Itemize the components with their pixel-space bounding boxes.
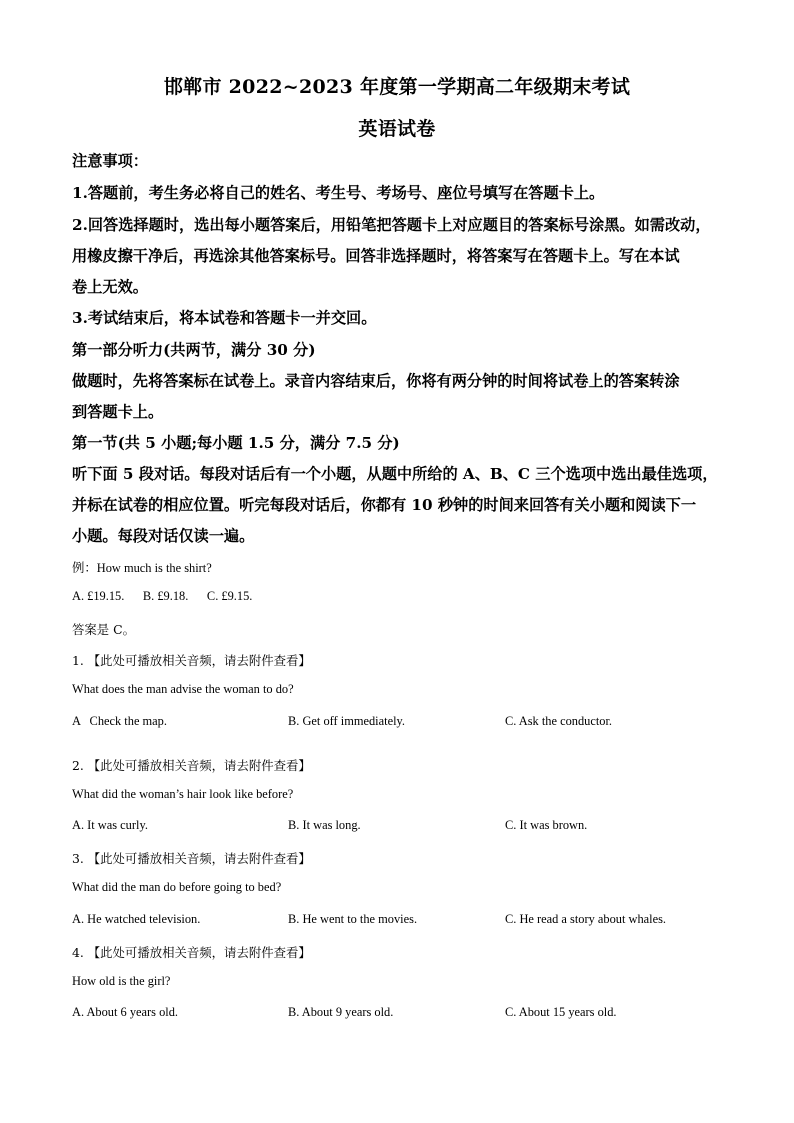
question-4-option-c: C. About 15 years old. [505,1005,617,1019]
example-options: A. £19.15. B. £9.18. C. £9.15. [72,589,253,603]
question-3-option-a: A. He watched television. [72,912,201,926]
exam-subtitle: 英语试卷 [358,118,436,140]
question-1-audio-note: 1. 【此处可播放相关音频，请去附件查看】 [72,653,311,668]
question-4-text: How old is the girl? [72,974,171,988]
question-3-audio-note: 3. 【此处可播放相关音频，请去附件查看】 [72,851,311,866]
example-question: 例：How much is the shirt? [72,561,212,575]
section1-text-c: 小题。每段对话仅读一遍。 [72,527,255,545]
question-2-option-c: C. It was brown. [505,818,588,832]
question-2-option-b: B. It was long. [288,818,361,832]
notice-line-2b: 用橡皮擦干净后，再选涂其他答案标号。回答非选择题时，将答案写在答题卡上。写在本试 [72,247,680,265]
notice-line-3: 3.考试结束后，将本试卷和答题卡一并交回。 [72,309,377,327]
part1-intro-a: 做题时，先将答案标在试卷上。录音内容结束后，你将有两分钟的时间将试卷上的答案转涂 [72,372,680,390]
section1-heading: 第一节(共 5 小题;每小题 1.5 分，满分 7.5 分) [72,434,400,452]
question-4-option-a: A. About 6 years old. [72,1005,178,1019]
part1-heading: 第一部分听力(共两节，满分 30 分) [72,341,316,359]
question-3-option-b: B. He went to the movies. [288,912,418,926]
question-2-audio-note: 2. 【此处可播放相关音频，请去附件查看】 [72,758,311,773]
notice-line-1: 1.答题前，考生务必将自己的姓名、考生号、考场号、座位号填写在答题卡上。 [72,184,605,202]
section1-text-b: 并标在试卷的相应位置。听完每段对话后，你都有 10 秒钟的时间来回答有关小题和阅读下一 [72,496,697,514]
question-1-option-a: A Check the map. [72,714,167,728]
part1-intro-b: 到答题卡上。 [72,403,164,421]
question-3-text: What did the man do before going to bed? [72,880,282,894]
question-1-option-c: C. Ask the conductor. [505,714,613,728]
question-1-text: What does the man advise the woman to do? [72,682,294,696]
question-2-option-a: A. It was curly. [72,818,148,832]
question-2-text: What did the woman’s hair look like before? [72,787,294,801]
question-1-option-b: B. Get off immediately. [288,714,405,728]
exam-title: 邯郸市 2022~2023 年度第一学期高二年级期末考试 [163,76,631,98]
section1-text-a: 听下面 5 段对话。每段对话后有一个小题，从题中所给的 A、B、C 三个选项中选出最佳选项， [72,465,718,483]
notice-line-2c: 卷上无效。 [72,278,148,296]
question-4-option-b: B. About 9 years old. [288,1005,394,1019]
notice-line-2a: 2.回答选择题时，选出每小题答案后，用铅笔把答题卡上对应题目的答案标号涂黑。如需改动， [72,216,711,234]
question-3-option-c: C. He read a story about whales. [505,912,667,926]
example-answer: 答案是 C。 [72,622,135,637]
question-4-audio-note: 4. 【此处可播放相关音频，请去附件查看】 [72,945,311,960]
notice-heading: 注意事项： [72,152,148,170]
